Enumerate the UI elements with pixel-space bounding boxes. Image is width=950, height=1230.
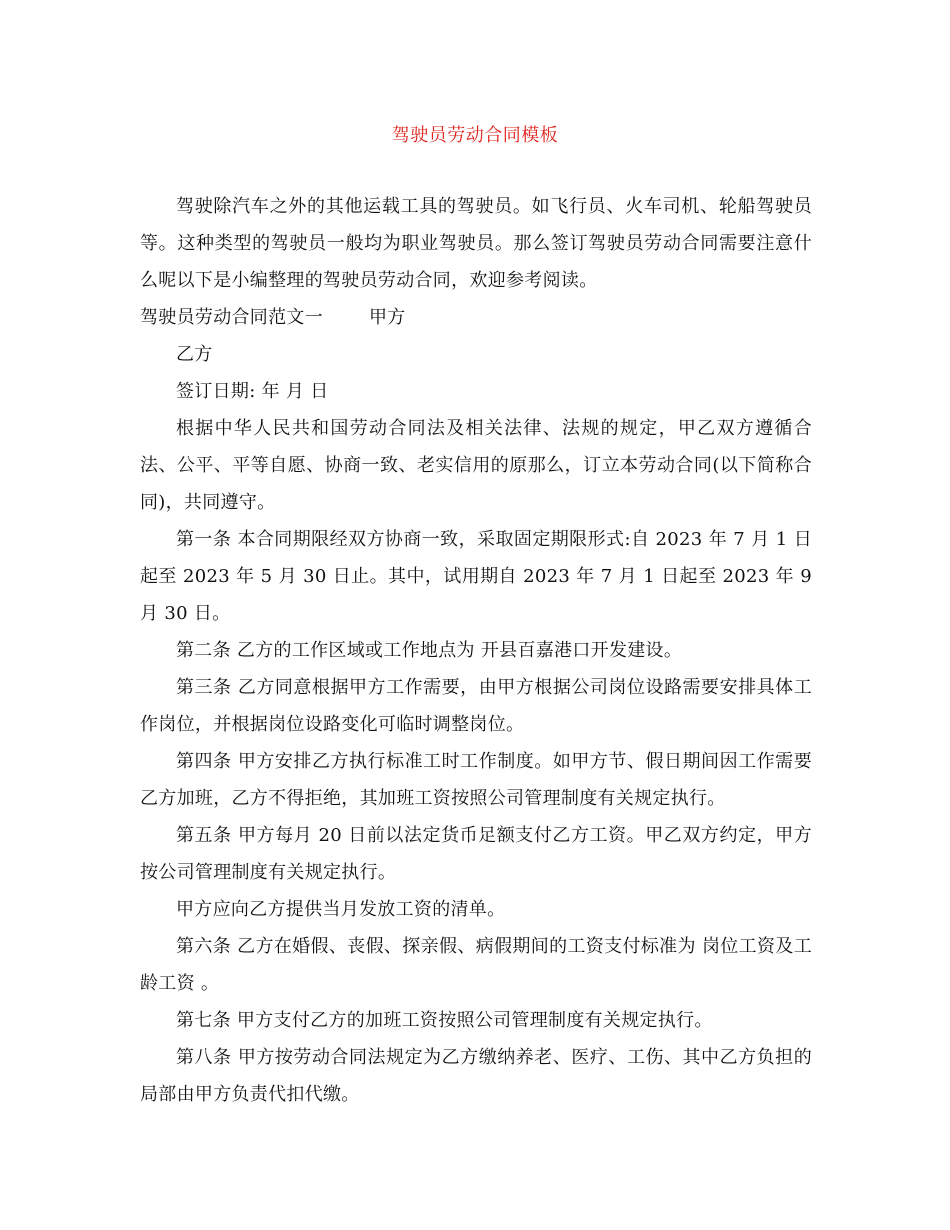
party-a-label: 甲方 (369, 307, 406, 328)
article-paragraph: 第八条 甲方按劳动合同法规定为乙方缴纳养老、医疗、工伤、其中乙方负担的局部由甲方负责代扣代缴。 (140, 1047, 812, 1105)
document-body (140, 188, 812, 1113)
intro-paragraph: 驾驶除汽车之外的其他运载工具的驾驶员。如飞行员、火车司机、轮船驾驶员等。这种类型的驾驶员一般均为职业驾驶员。那么签订驾驶员劳动合同需要注意什么呢以下是小编整理的驾驶员劳动合同，欢迎参考阅读。 (140, 196, 812, 291)
article-paragraph: 第一条 本合同期限经双方协商一致，采取固定期限形式:自 2023 年 7 月 1 日起至 2023 年 5 月 30 日止。其中，试用期自 2023 年 7 月 1 日起至 2023 年 9 月 30 日。 (140, 529, 812, 624)
sample-heading-line (140, 299, 812, 336)
article-paragraph: 甲方应向乙方提供当月发放工资的清单。 (176, 899, 506, 920)
article-paragraph: 第六条 乙方在婚假、丧假、探亲假、病假期间的工资支付标准为 岗位工资及工龄工资 。 (140, 936, 812, 994)
article-paragraph: 第七条 甲方支付乙方的加班工资按照公司管理制度有关规定执行。 (176, 1010, 713, 1031)
article-paragraph: 第五条 甲方每月 20 日前以法定货币足额支付乙方工资。甲乙双方约定，甲方按公司管理制度有关规定执行。 (140, 825, 812, 883)
party-b-label: 乙方 (176, 344, 213, 365)
sample-heading: 驾驶员劳动合同范文一 (140, 307, 323, 328)
article-paragraph: 第四条 甲方安排乙方执行标准工时工作制度。如甲方节、假日期间因工作需要乙方加班，乙方不得拒绝，其加班工资按照公司管理制度有关规定执行。 (140, 751, 812, 809)
document-title: 驾驶员劳动合同模板 (391, 125, 559, 146)
sign-date: 签订日期: 年 月 日 (176, 381, 329, 402)
article-paragraph: 第三条 乙方同意根据甲方工作需要，由甲方根据公司岗位设路需要安排具体工作岗位，并根据岗位设路变化可临时调整岗位。 (140, 677, 812, 735)
preamble-paragraph: 根据中华人民共和国劳动合同法及相关法律、法规的规定，甲乙双方遵循合法、公平、平等自愿、协商一致、老实信用的原那么，订立本劳动合同(以下简称合同)，共同遵守。 (140, 418, 812, 513)
article-paragraph: 第二条 乙方的工作区域或工作地点为 开县百嘉港口开发建设。 (176, 640, 683, 661)
